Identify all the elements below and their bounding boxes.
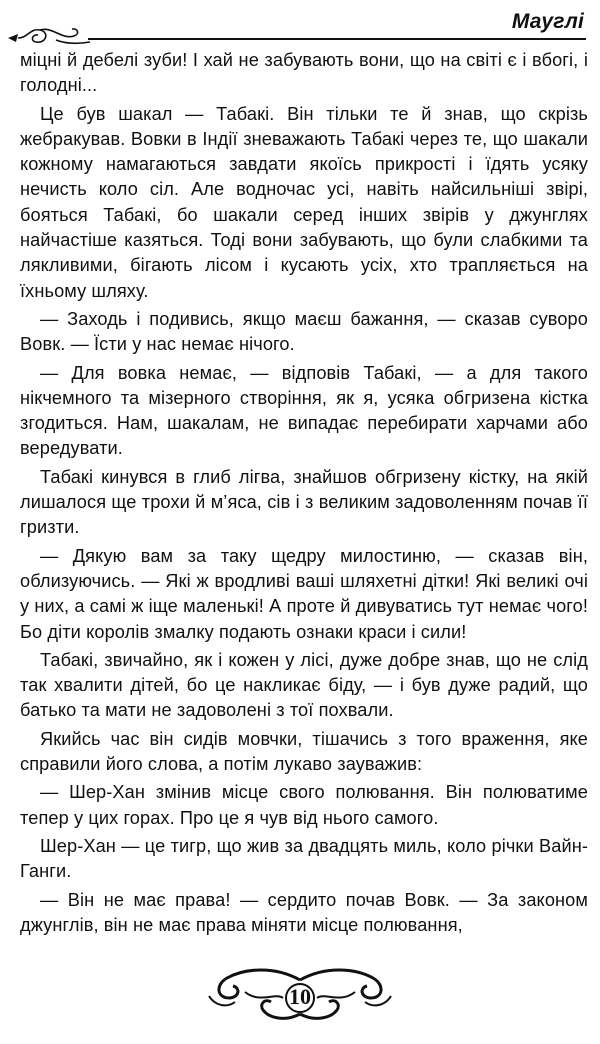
header-rule (88, 38, 586, 40)
paragraph: — Він не має права! — сердито почав Вовк. — За законом джунглів, він не має права міняти місце полювання, (20, 889, 588, 935)
paragraph: Табакі, звичайно, як і кожен у лісі, дуже добре знав, що не слід так хвалити дітей, бо це накликає біду, — і був дуже радий, що батько та мати не задоволені з тої похвали. (20, 649, 588, 721)
paragraph: Це був шакал — Табакі. Він тільки те й знав, що скрізь жебракував. Вовки в Індії зневажають Табакі через те, що шакали кожному намагаються завдати якоїсь прикрості і їдять усяку нечисть коло сіл. Але водночас усі, навіть найсильніші звірі, бояться Табакі, бо шакали серед інших звірів у джунглях найчастіше казяться. Тоді вони забувають, що були слабкими та лякливими, бігають лісом і кусають усіх, хто трапляється на їхньому шляху. (20, 103, 588, 301)
paragraph: Табакі кинувся в глиб лігва, знайшов обгризену кістку, на якій лишалося ще трохи й м’яса, сів і з великим задоволенням почав її гризти. (20, 466, 588, 538)
scroll-flourish-icon (6, 20, 90, 46)
paragraph: — Заходь і подивись, якщо маєш бажання, — сказав суворо Вовк. — Їсти у нас немає нічого. (20, 308, 588, 355)
running-title: Мауглі (511, 10, 584, 33)
paragraph: Якийсь час він сидів мовчки, тішачись з того враження, яке справили його слова, а потім лукаво зауважив: (20, 728, 588, 775)
paragraph: — Шер-Хан змінив місце свого полювання. Він полюватиме тепер у цих горах. Про це я чув від нього самого. (20, 782, 588, 828)
paragraph: Шер-Хан — це тигр, що жив за двадцять миль, коло річки Вайн-Ганги. (20, 835, 588, 882)
page-footer (205, 962, 395, 1032)
paragraph: міцні й дебелі зуби! І хай не забувають вони, що на світі є і вбогі, і голодні... (20, 50, 588, 96)
body-text (20, 48, 588, 938)
paragraph: — Дякую вам за таку щедру милостиню, — сказав він, облизуючись. — Які ж вродливі ваші шляхетні дітки! Які великі очі у них, а самі ж іще маленькі! А проте й дивуватись тут немає чого! Бо діти королів змалку подають ознаки краси і сили! (20, 545, 588, 642)
page-header (0, 8, 600, 42)
paragraph: — Для вовка немає, — відповів Табакі, — а для такого нікчемного та мізерного створіння, як я, усяка обгризена кістка згодиться. Нам, шакалам, не випадає перебирати харчами або вередувати. (20, 362, 588, 459)
page-number: 10 (289, 984, 311, 1009)
